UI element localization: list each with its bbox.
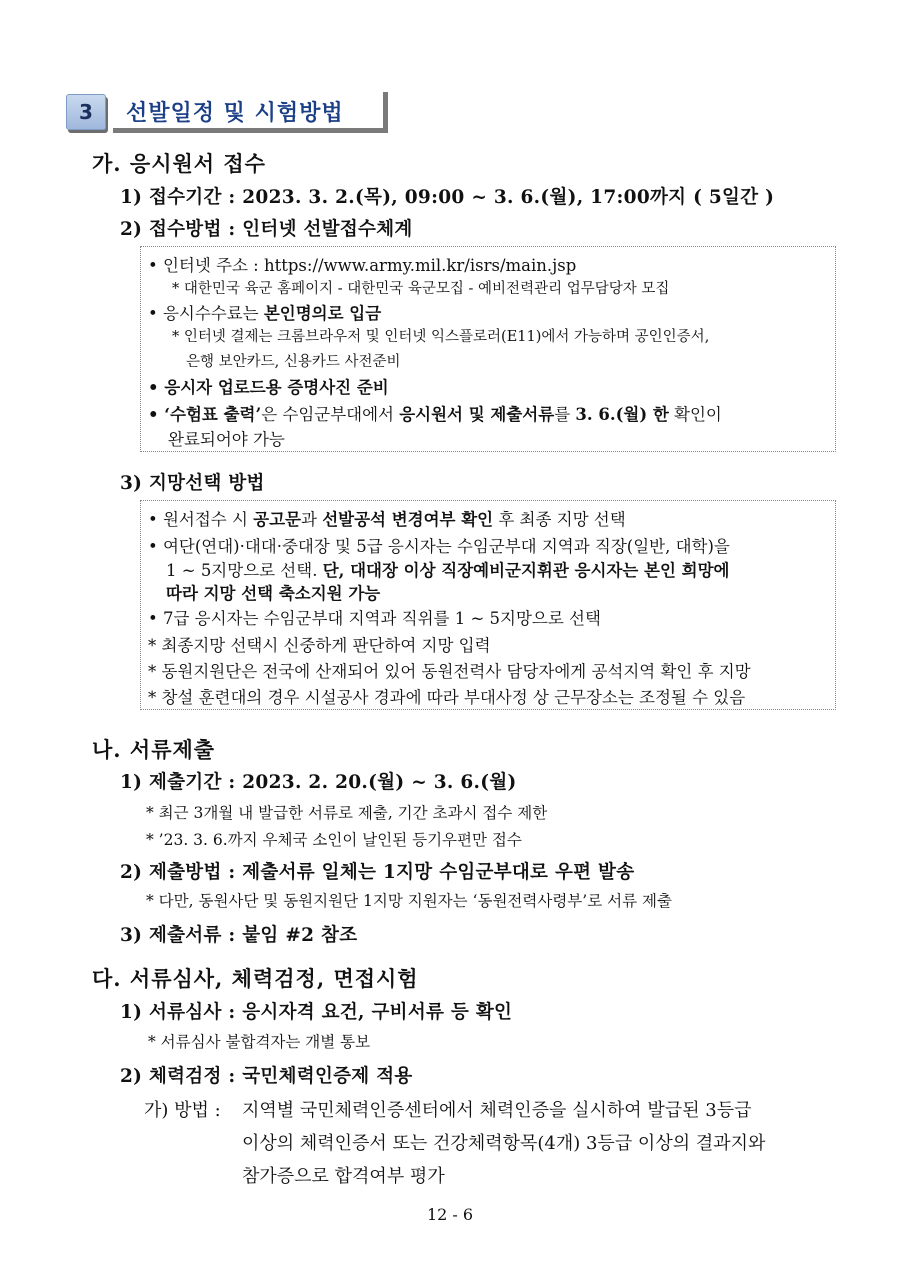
print-bold-3: 3. 6.(월) 한 (575, 405, 669, 424)
heading-ga: 가. 응시원서 접수 (92, 151, 266, 176)
fitness-test: 2) 체력검정 : 국민체력인증제 적용 (120, 1066, 413, 1087)
document-review-note: * 서류심사 불합격자는 개별 통보 (148, 1033, 371, 1051)
print-text-2: 를 (554, 405, 576, 424)
selection-line-5: • 7급 응시자는 수임군부대 지역과 직위를 1 ~ 5지망으로 선택 (148, 609, 601, 628)
selection-note-1: * 최종지망 선택시 신중하게 판단하여 지망 입력 (148, 636, 491, 655)
sel-text-2: 과 (301, 510, 323, 529)
sel-bold-3: 단, 대대장 이상 직장예비군지휘관 응시자는 본인 희망에 (322, 561, 730, 580)
internet-address-note: * 대한민국 육군 홈페이지 - 대한민국 육군모집 - 예비전력관리 업무담당자 모집 (172, 281, 670, 297)
fitness-method-line-1: 지역별 국민체력인증센터에서 체력인증을 실시하여 발급된 3등급 (242, 1100, 752, 1121)
fee-note-2: 은행 보안카드, 신용카드 사전준비 (186, 354, 401, 370)
document-review: 1) 서류심사 : 응시자격 요건, 구비서류 등 확인 (120, 1002, 513, 1023)
submission-period: 1) 제출기간 : 2023. 2. 20.(월) ~ 3. 6.(월) (120, 772, 517, 793)
photo-line: • 응시자 업로드용 증명사진 준비 (148, 378, 389, 397)
sel-bold-1: 공고문 (253, 510, 301, 529)
sel-text-3: 후 최종 지망 선택 (493, 510, 626, 529)
print-bold-1: • ‘수험표 출력’ (148, 405, 262, 424)
internet-address: • 인터넷 주소 : https://www.army.mil.kr/isrs/main.jsp (148, 256, 577, 275)
submission-method-note: * 다만, 동원사단 및 동원지원단 1지망 지원자는 ‘동원전력사령부’로 서류 제출 (146, 892, 672, 910)
fee-line (148, 300, 381, 324)
fitness-method-line-2: 이상의 체력인증서 또는 건강체력항목(4개) 3등급 이상의 결과지와 (242, 1133, 766, 1154)
section-number-badge: 3 (66, 94, 106, 130)
fitness-method-label: 가) 방법 : (144, 1100, 221, 1121)
selection-note-2: * 동원지원단은 전국에 산재되어 있어 동원전력사 담당자에게 공석지역 확인 후 지망 (148, 662, 751, 681)
sel-bold-2: 선발공석 변경여부 확인 (322, 510, 494, 529)
fitness-method-line-3: 참가증으로 합격여부 평가 (242, 1166, 445, 1187)
section-title: 선발일정 및 시험방법 (126, 101, 344, 126)
select-method-heading: 3) 지망선택 방법 (120, 473, 265, 494)
heading-na: 나. 서류제출 (92, 737, 216, 762)
fee-note-1: * 인터넷 결제는 크롬브라우저 및 인터넷 익스플로러(E11)에서 가능하며 공인인증서, (172, 329, 710, 345)
selection-line-1 (148, 506, 626, 530)
submission-method: 2) 제출방법 : 제출서류 일체는 1지망 수임군부대로 우편 발송 (120, 862, 635, 883)
heading-da: 다. 서류심사, 체력검정, 면접시험 (92, 966, 419, 991)
selection-line-2: • 여단(연대)·대대·중대장 및 5급 응시자는 수임군부대 지역과 직장(일반, 대학)을 (148, 537, 730, 556)
submission-note-1: * 최근 3개월 내 발급한 서류로 제출, 기간 초과시 접수 제한 (146, 804, 548, 822)
fee-text: • 응시수수료는 (148, 304, 264, 323)
application-method: 2) 접수방법 : 인터넷 선발접수체계 (120, 219, 413, 240)
print-line-2: 완료되어야 가능 (168, 430, 285, 449)
submission-note-2: * ’23. 3. 6.까지 우체국 소인이 날인된 등기우편만 접수 (146, 831, 522, 849)
sel-text-4: 1 ~ 5지망으로 선택. (166, 561, 323, 580)
print-text-3: 확인이 (668, 405, 722, 424)
print-line (148, 401, 722, 425)
submission-docs: 3) 제출서류 : 붙임 #2 참조 (120, 925, 358, 946)
selection-note-3: * 창설 훈련대의 경우 시설공사 경과에 따라 부대사정 상 근무장소는 조정될 수 있음 (148, 688, 746, 707)
sel-text-1: • 원서접수 시 (148, 510, 254, 529)
page-number: 12 - 6 (426, 1205, 474, 1224)
selection-line-4: 따라 지망 선택 축소지원 가능 (166, 584, 381, 603)
fee-bold: 본인명의로 입금 (263, 304, 382, 323)
application-period: 1) 접수기간 : 2023. 3. 2.(목), 09:00 ~ 3. 6.(월), 17:00까지 ( 5일간 ) (120, 187, 775, 208)
print-text-1: 은 수임군부대에서 (261, 405, 400, 424)
selection-line-3 (166, 557, 730, 581)
print-bold-2: 응시원서 및 제출서류 (399, 405, 555, 424)
